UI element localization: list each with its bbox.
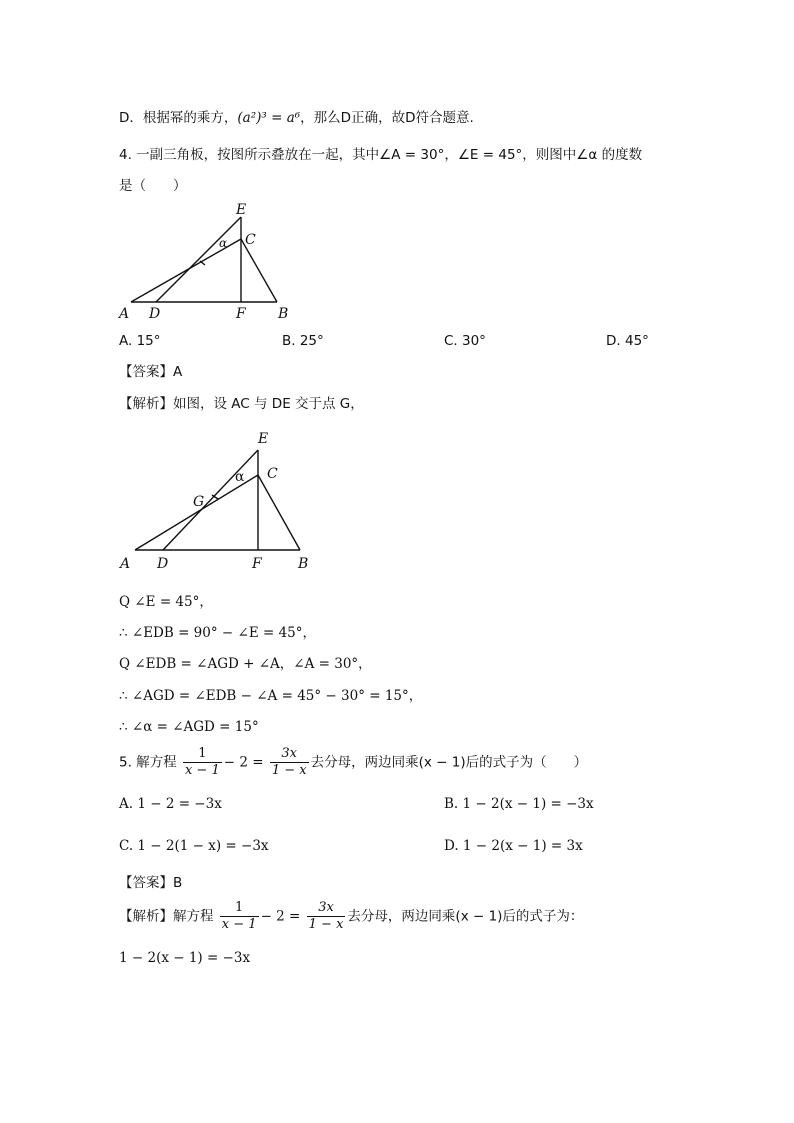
q5-analysis [119,900,583,933]
q5-frac2 [270,746,309,779]
figure-2 [135,450,300,550]
fig1-label-a: A [119,306,130,322]
fig1-label-b: B [278,306,289,322]
fig1-label-c: C [245,232,256,248]
q5-stem [119,746,587,779]
q5-analysis-frac1-num: 1 [220,900,259,917]
q5-analysis-frac2-num: 3x [307,900,346,917]
q5-analysis-frac1 [220,900,259,933]
q5-frac1-den: x − 1 [184,763,220,778]
q5-frac2-num: 3x [270,746,309,763]
q5-stem-suffix: 去分母，两边同乘(x − 1)后的式子为（ ） [310,754,588,771]
prev-d-suffix: ，那么D正确，故D符合题意. [300,110,474,126]
q5-option-d[interactable]: D. 1 − 2(x − 1) = 3x [444,838,583,854]
fig1-side-ed [156,217,241,302]
prev-option-d-line [119,108,474,128]
fig2-label-d: D [157,556,169,572]
q5-option-b[interactable]: B. 1 − 2(x − 1) = −3x [444,796,594,812]
q4-step-4: ∴ ∠AGD = ∠EDB − ∠A = 45° − 30° = 15°， [119,688,423,704]
q4-option-b[interactable]: B. 25° [282,333,324,349]
fig1-label-f: F [236,306,246,322]
prev-d-math: (a²)³ = a⁶ [237,110,301,126]
q5-analysis-prefix: 【解析】解方程 [119,908,214,925]
q5-analysis-frac2-den: 1 − x [308,917,344,932]
q5-analysis-suffix: 去分母，两边同乘(x − 1)后的式子为： [347,908,584,925]
q5-option-c[interactable]: C. 1 − 2(1 − x) = −3x [119,838,269,854]
q5-middle: − 2 = [223,754,264,771]
q4-answer: 【答案】A [119,364,183,380]
fig2-side-ed [163,450,258,550]
fig1-label-d: D [149,306,161,322]
q5-answer: 【答案】B [119,875,183,891]
fig2-side-cb [258,475,300,550]
fig2-label-c: C [267,466,278,482]
q5-analysis-frac1-den: x − 1 [221,917,257,932]
fig1-angle-mark [200,261,205,265]
q4-option-a[interactable]: A. 15° [119,333,161,349]
q5-analysis-middle: − 2 = [260,908,301,925]
q4-option-d[interactable]: D. 45° [606,333,649,349]
q5-result: 1 − 2(x − 1) = −3x [119,950,251,966]
q5-analysis-frac2 [307,900,346,933]
q4-step-1: Q ∠E = 45°， [119,594,213,610]
fig2-side-ac [135,475,258,550]
fig2-label-alpha: α [235,469,245,485]
fig2-label-e: E [258,431,269,447]
q4-step-3: Q ∠EDB = ∠AGD + ∠A，∠A = 30°， [119,656,372,672]
q5-option-a[interactable]: A. 1 − 2 = −3x [119,796,222,812]
q5-frac1 [183,746,222,779]
fig1-side-ac [131,239,241,302]
q4-stem-line1: 4. 一副三角板，按图所示叠放在一起，其中∠A = 30°，∠E = 45°，则图中∠α 的度数 [119,147,643,163]
q4-option-c[interactable]: C. 30° [444,333,486,349]
q4-step-5: ∴ ∠α = ∠AGD = 15° [119,719,259,735]
q4-step-2: ∴ ∠EDB = 90° − ∠E = 45°， [119,625,316,641]
prev-d-prefix: D．根据幂的乘方， [119,110,238,126]
fig2-label-f: F [252,556,262,572]
q4-stem-line2: 是（ ） [119,178,187,194]
q5-frac2-den: 1 − x [271,763,307,778]
fig2-label-b: B [298,556,309,572]
q5-stem-prefix: 5. 解方程 [119,754,177,771]
fig2-angle-mark [212,495,218,499]
fig2-label-g: G [193,494,205,510]
fig1-side-cb [241,239,277,302]
q4-analysis-intro: 【解析】如图，设 AC 与 DE 交于点 G， [119,396,364,412]
q5-frac1-num: 1 [183,746,222,763]
fig1-label-alpha: α [219,236,228,250]
fig2-label-a: A [120,556,131,572]
figure-1 [131,217,277,302]
fig1-label-e: E [236,202,247,218]
